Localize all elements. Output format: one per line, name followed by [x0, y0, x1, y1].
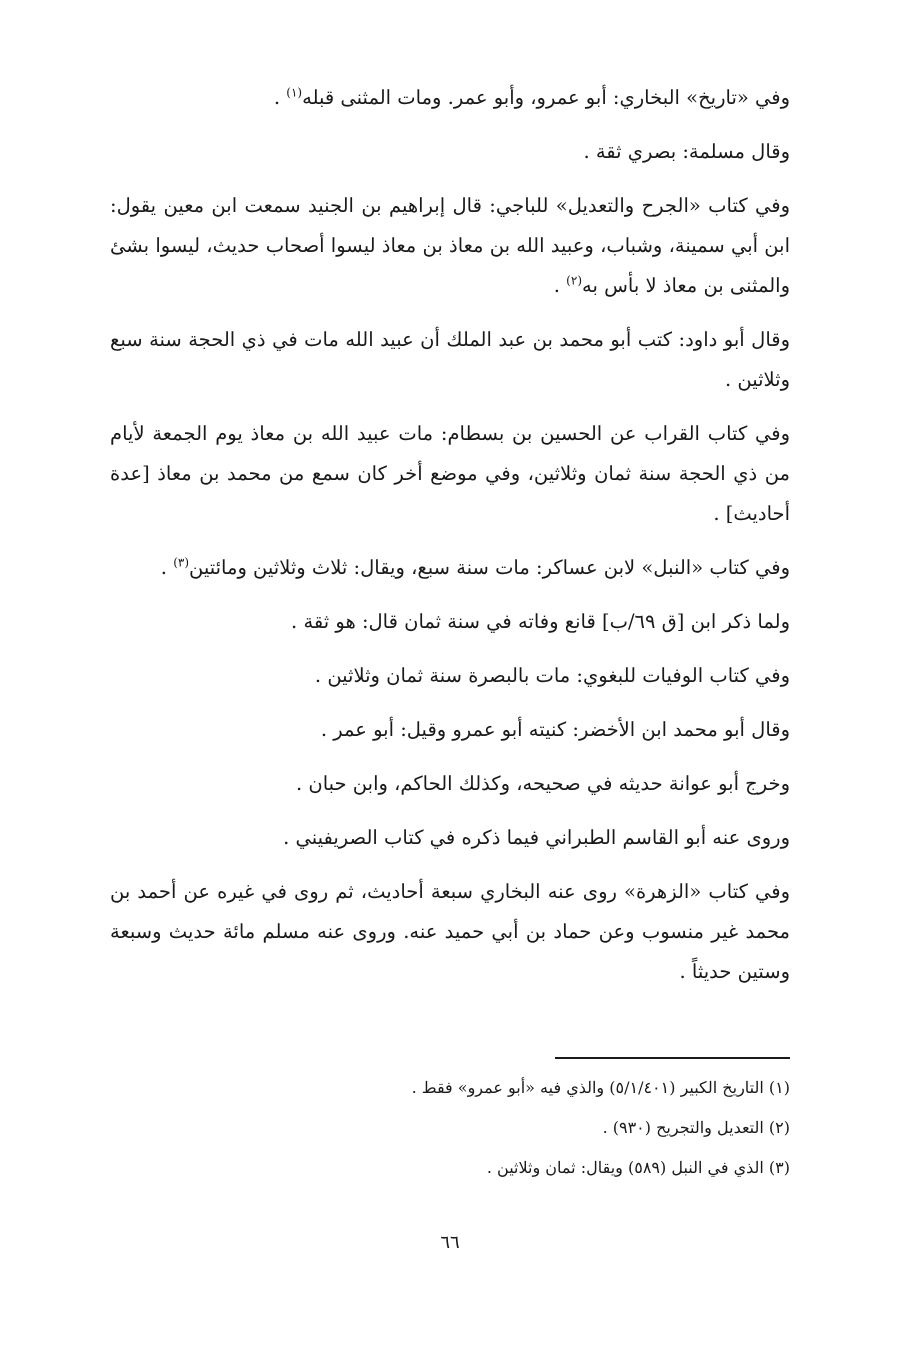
- footnote-1: (١) التاريخ الكبير (٥/١/٤٠١) والذي فيه «أبو عمرو» فقط .: [411, 1078, 790, 1097]
- paragraph-8: [110, 656, 790, 696]
- paragraph-text: وفي كتاب القراب عن الحسين بن بسطام: مات عبيد الله بن معاذ يوم الجمعة لأيام من ذي الحجة سنة ثمان وثلاثين، وفي موضع أخر كان سمع من محمد بن معاذ [عدة أحاديث] .: [110, 422, 790, 525]
- paragraph-text: ولما ذكر ابن [ق ٦٩/ب] قانع وفاته في سنة ثمان قال: هو ثقة .: [291, 610, 790, 633]
- paragraph-text: وفي كتاب الوفيات للبغوي: مات بالبصرة سنة ثمان وثلاثين .: [314, 664, 790, 687]
- footnote-ref-3[interactable]: (٣): [173, 555, 190, 570]
- paragraph-11: [110, 818, 790, 858]
- footnote-separator: [555, 1057, 790, 1059]
- paragraph-1: [110, 78, 790, 118]
- paragraph-text: وخرج أبو عوانة حديثه في صحيحه، وكذلك الحاكم، وابن حبان .: [296, 772, 790, 795]
- paragraph-text: وفي كتاب «الزهرة» روى عنه البخاري سبعة أحاديث، ثم روى في غيره عن أحمد بن محمد غير منسوب وعن حماد بن أبي حميد عنه. وروى عنه مسلم مائة حديث وسبعة وستين حديثاً .: [110, 880, 790, 983]
- paragraph-10: [110, 764, 790, 804]
- paragraph-2: [110, 132, 790, 172]
- paragraph-text: وروى عنه أبو القاسم الطبراني فيما ذكره في كتاب الصريفيني .: [283, 826, 790, 849]
- footnote-ref-2[interactable]: (٢): [566, 273, 582, 288]
- paragraph-5: [110, 414, 790, 534]
- paragraph-text: وفي كتاب «الجرح والتعديل» للباجي: قال إبراهيم بن الجنيد سمعت ابن معين يقول: ابن أبي سمينة، وشباب، وعبيد الله بن معاذ بن معاذ ليسوا أصحاب حديث، ليسوا بشئ والمثنى بن معاذ لا بأس به: [110, 194, 790, 297]
- footnote-2: (٢) التعديل والتجريح (٩٣٠) .: [602, 1118, 790, 1137]
- paragraph-6: [110, 548, 790, 588]
- footnote-ref-1[interactable]: (١): [286, 85, 303, 100]
- page-number: ٦٦: [440, 1232, 460, 1253]
- paragraph-7: [110, 602, 790, 642]
- paragraph-end: .: [553, 274, 567, 297]
- paragraph-text: وفي كتاب «النبل» لابن عساكر: مات سنة سبع، ويقال: ثلاث وثلاثين ومائتين: [189, 556, 790, 579]
- paragraph-text: وفي «تاريخ» البخاري: أبو عمرو، وأبو عمر. ومات المثنى قبله: [302, 86, 790, 109]
- paragraph-text: وقال مسلمة: بصري ثقة .: [583, 140, 790, 163]
- paragraph-9: [110, 710, 790, 750]
- paragraph-4: [110, 320, 790, 400]
- paragraph-end: .: [160, 556, 174, 579]
- paragraph-text: وقال أبو داود: كتب أبو محمد بن عبد الملك أن عبيد الله مات في ذي الحجة سنة سبع وثلاثين .: [110, 328, 790, 391]
- footnotes: [110, 1068, 790, 1188]
- footnote-3: (٣) الذي في النبل (٥٨٩) ويقال: ثمان وثلاثين .: [486, 1158, 790, 1177]
- main-text: [110, 78, 790, 1006]
- paragraph-end: .: [273, 86, 287, 109]
- paragraph-12: [110, 872, 790, 992]
- paragraph-3: [110, 186, 790, 306]
- paragraph-text: وقال أبو محمد ابن الأخضر: كنيته أبو عمرو وقيل: أبو عمر .: [320, 718, 790, 741]
